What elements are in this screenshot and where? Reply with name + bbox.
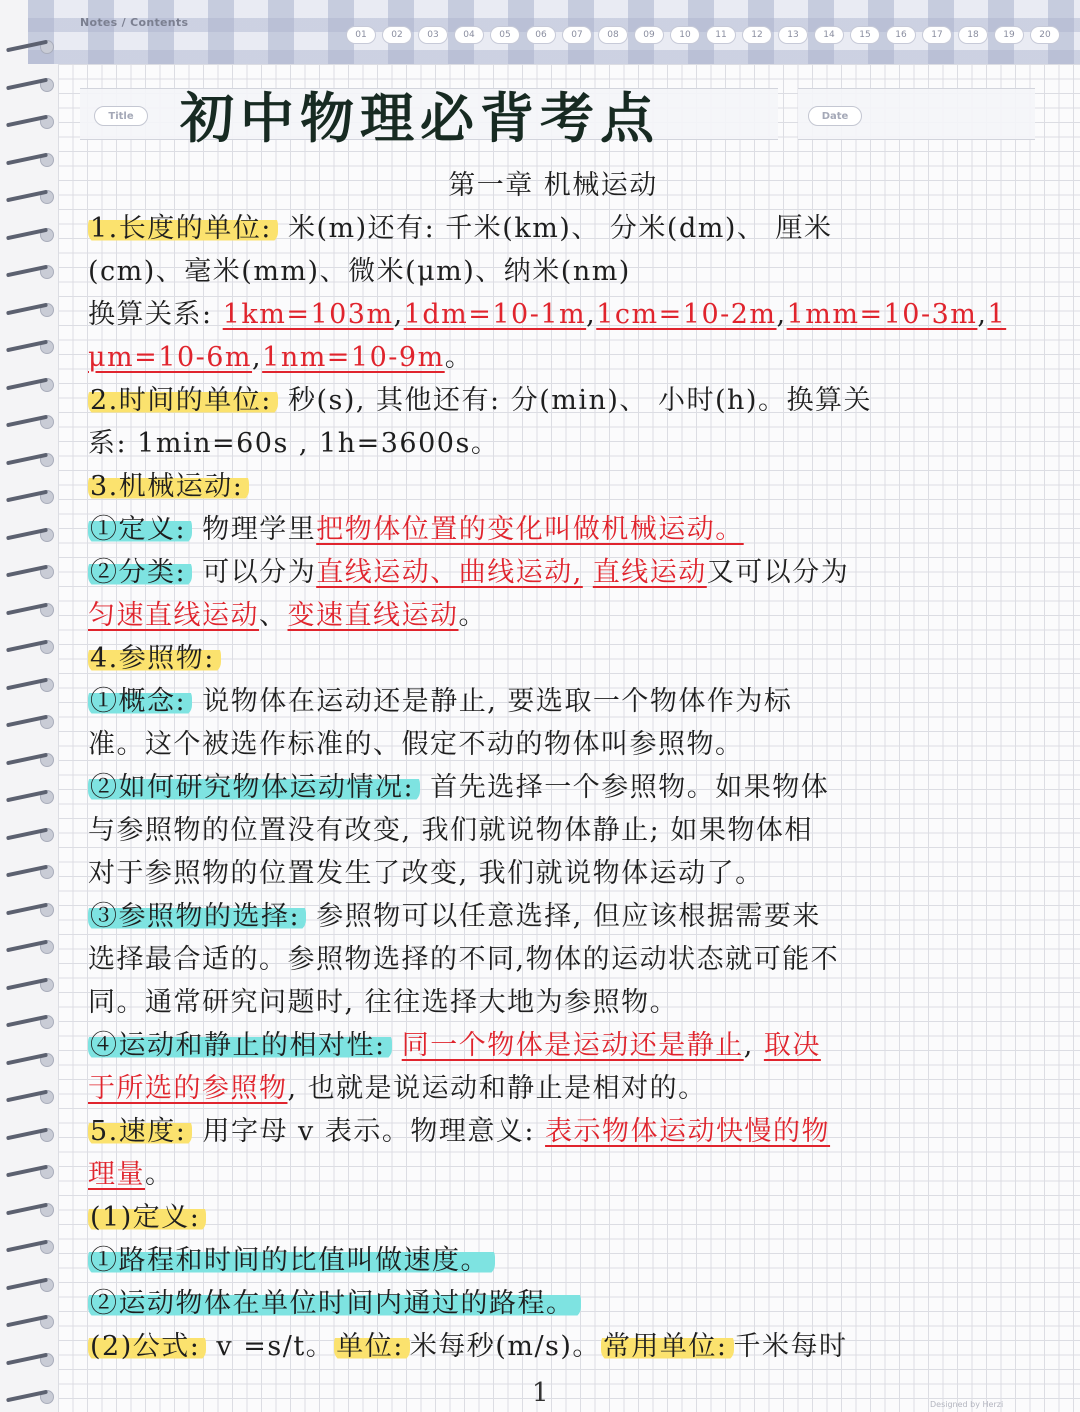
note-line: [88, 637, 1018, 680]
note-text: v =s/t。: [206, 1331, 335, 1362]
page-tab[interactable]: 08: [598, 26, 628, 44]
spiral-ring: [4, 934, 56, 958]
page-tab[interactable]: 07: [562, 26, 592, 44]
key-point: 把物体位置的变化叫做机械运动。: [316, 514, 744, 545]
spiral-ring: [4, 972, 56, 996]
spiral-ring: [4, 822, 56, 846]
conversion-4: 1mm=10-3m: [786, 299, 978, 330]
section-label: 单位:: [334, 1331, 410, 1362]
spiral-ring: [4, 109, 56, 133]
spiral-ring: [4, 184, 56, 208]
spiral-ring: [4, 447, 56, 471]
note-line: [88, 1196, 1018, 1239]
section-label: 5.速度:: [88, 1116, 192, 1147]
page-tab[interactable]: 20: [1030, 26, 1060, 44]
note-line: [88, 1239, 1018, 1282]
note-line: ④运动和静止的相对性: 同一个物体是运动还是静止, 取决: [90, 1030, 821, 1061]
note-text: 同。通常研究问题时, 往往选择大地为参照物。: [88, 987, 679, 1018]
spiral-ring: [4, 559, 56, 583]
key-point: 同一个物体是运动还是静止: [401, 1030, 744, 1061]
note-line: [88, 1110, 1018, 1153]
note-text: 米每秒(m/s)。: [409, 1331, 601, 1362]
spiral-ring: [4, 859, 56, 883]
note-line: [88, 1067, 1018, 1110]
page-tab[interactable]: 12: [742, 26, 772, 44]
spiral-ring: [4, 147, 56, 171]
sub-label: ②分类:: [88, 557, 192, 588]
section-label: (2)公式:: [88, 1331, 206, 1362]
page-tab[interactable]: 11: [706, 26, 736, 44]
definition-item: ②运动物体在单位时间内通过的路程。: [88, 1288, 581, 1319]
note-text: 米(m)还有: 千米(km)、 分米(dm)、 厘米: [287, 213, 833, 244]
spiral-ring: [4, 1159, 56, 1183]
note-line: [88, 551, 1018, 594]
section-label: 4.参照物:: [88, 643, 221, 674]
note-text: (cm)、毫米(mm)、微米(μm)、纳米(nm): [88, 256, 631, 287]
footer-credit: Designed by Herzi: [930, 1400, 1004, 1409]
key-point: 匀速直线运动: [88, 600, 259, 631]
note-line: [88, 207, 1018, 250]
spiral-ring: [4, 634, 56, 658]
note-line: [88, 852, 1018, 895]
spiral-ring: [4, 597, 56, 621]
page-tab[interactable]: 09: [634, 26, 664, 44]
page-tab[interactable]: 19: [994, 26, 1024, 44]
note-line: 理量。: [88, 1159, 174, 1190]
sub-label: ③参照物的选择:: [88, 901, 306, 932]
section-label: 2.时间的单位:: [88, 385, 278, 416]
note-text: 用字母 v 表示。物理意义:: [202, 1116, 546, 1147]
conversion-3: 1cm=10-2m: [596, 299, 777, 330]
section-label: 常用单位:: [601, 1331, 734, 1362]
spiral-ring: [4, 1272, 56, 1296]
page-tab[interactable]: 13: [778, 26, 808, 44]
spiral-ring: [4, 72, 56, 96]
spiral-ring: [4, 747, 56, 771]
section-label: 1.长度的单位:: [88, 213, 278, 244]
conversion-1: 1km=103m: [222, 299, 394, 330]
spiral-ring: [4, 1234, 56, 1258]
note-line: [88, 680, 1018, 723]
page-tab[interactable]: 02: [382, 26, 412, 44]
key-point: 直线运动: [592, 557, 707, 588]
spiral-binding: [0, 34, 58, 1412]
note-line: [88, 465, 1018, 508]
key-point: 变速直线运动: [287, 600, 459, 631]
breadcrumb: Notes / Contents: [80, 16, 189, 29]
spiral-ring: [4, 784, 56, 808]
spiral-ring: [4, 34, 56, 58]
note-text: 又可以分为: [706, 557, 850, 588]
spiral-ring: [4, 372, 56, 396]
spiral-ring: [4, 1347, 56, 1371]
note-line: [88, 938, 1018, 981]
section-label: 3.机械运动:: [88, 471, 249, 502]
spiral-ring: [4, 522, 56, 546]
spiral-ring: [4, 1384, 56, 1408]
spiral-ring: [4, 297, 56, 321]
note-line: [88, 809, 1018, 852]
note-line: [88, 766, 1018, 809]
page-tab[interactable]: 17: [922, 26, 952, 44]
sub-label: ②如何研究物体运动情况:: [88, 772, 420, 803]
page-number: 1: [532, 1378, 549, 1408]
note-text: 说物体在运动还是静止, 要选取一个物体作为标: [202, 686, 793, 717]
note-line: [88, 1282, 1018, 1325]
sub-label: ④运动和静止的相对性:: [88, 1030, 392, 1061]
note-line: [88, 508, 1018, 551]
notes-content: [88, 164, 1018, 1368]
spiral-ring: [4, 1309, 56, 1333]
note-text: 换算关系:: [88, 299, 223, 330]
key-point: 表示物体运动快慢的物: [545, 1116, 831, 1147]
key-point: 于所选的参照物: [88, 1073, 288, 1104]
key-point: 直线运动、曲线运动,: [316, 557, 583, 588]
note-text: 秒(s), 其他还有: 分(min)、 小时(h)。换算关: [287, 385, 872, 416]
definition-item: ①路程和时间的比值叫做速度。: [88, 1245, 495, 1276]
page-tab[interactable]: 01: [346, 26, 376, 44]
spiral-ring: [4, 709, 56, 733]
page-tab[interactable]: 15: [850, 26, 880, 44]
spiral-ring: [4, 672, 56, 696]
note-text: 对于参照物的位置发生了改变, 我们就说物体运动了。: [88, 858, 764, 889]
page-tab[interactable]: 16: [886, 26, 916, 44]
page-title-text: 初中物理必背考点: [180, 86, 660, 150]
page-tab[interactable]: 14: [814, 26, 844, 44]
spiral-ring: [4, 1047, 56, 1071]
page-tab[interactable]: 18: [958, 26, 988, 44]
spiral-ring: [4, 897, 56, 921]
spiral-ring: [4, 1122, 56, 1146]
conversion-2: 1dm=10-1m: [403, 299, 587, 330]
title-row: [80, 78, 1035, 150]
note-line: [88, 250, 1018, 293]
spiral-ring: [4, 1197, 56, 1221]
conversion-6: 1nm=10-9m: [262, 342, 445, 373]
note-text: 千米每时: [733, 1331, 848, 1362]
note-line: [88, 981, 1018, 1024]
sub-label: ①定义:: [88, 514, 192, 545]
note-text: 物理学里: [202, 514, 317, 545]
note-line: 匀速直线运动、变速直线运动。: [88, 600, 487, 631]
note-text: , 也就是说运动和静止是相对的。: [287, 1073, 707, 1104]
conversion-5b: μm=10-6m: [88, 342, 253, 373]
spiral-ring: [4, 1084, 56, 1108]
note-text: 与参照物的位置没有改变, 我们就说物体静止; 如果物体相: [88, 815, 813, 846]
note-text: 准。这个被选作标准的、假定不动的物体叫参照物。: [88, 729, 744, 760]
spiral-ring: [4, 1009, 56, 1033]
spiral-ring: [4, 222, 56, 246]
note-text: 可以分为: [202, 557, 317, 588]
note-text: 首先选择一个参照物。如果物体: [430, 772, 830, 803]
note-text: 系: 1min=60s , 1h=3600s。: [88, 428, 500, 459]
sub-label: ①概念:: [88, 686, 192, 717]
spiral-ring: [4, 484, 56, 508]
note-text: 选择最合适的。参照物选择的不同,物体的运动状态就可能不: [88, 944, 840, 975]
note-line: [88, 895, 1018, 938]
note-line: [88, 723, 1018, 766]
page-tab[interactable]: 06: [526, 26, 556, 44]
page-tab[interactable]: 05: [490, 26, 520, 44]
spiral-ring: [4, 409, 56, 433]
key-point: 理量: [88, 1159, 145, 1190]
page-tabs: [346, 26, 1060, 44]
note-line: 换算关系: 1km=103m,1dm=10-1m,1cm=10-2m,1mm=10-3m,1: [88, 299, 1007, 330]
spiral-ring: [4, 259, 56, 283]
key-point: 取决: [763, 1030, 821, 1061]
conversion-5a: 1: [987, 299, 1007, 330]
page-title: [180, 76, 660, 153]
date-field-label: Date: [808, 106, 862, 126]
chapter-heading: 第一章 机械运动: [448, 170, 658, 201]
note-line: [88, 379, 1018, 422]
spiral-ring: [4, 334, 56, 358]
note-text: 参照物可以任意选择, 但应该根据需要来: [316, 901, 821, 932]
page-tab[interactable]: 04: [454, 26, 484, 44]
note-line: μm=10-6m,1nm=10-9m。: [88, 342, 474, 373]
title-field-label: Title: [94, 106, 148, 126]
page-tab[interactable]: 10: [670, 26, 700, 44]
page-tab[interactable]: 03: [418, 26, 448, 44]
note-line: [88, 1325, 1018, 1368]
note-line: [88, 422, 1018, 465]
section-label: (1)定义:: [88, 1202, 206, 1233]
